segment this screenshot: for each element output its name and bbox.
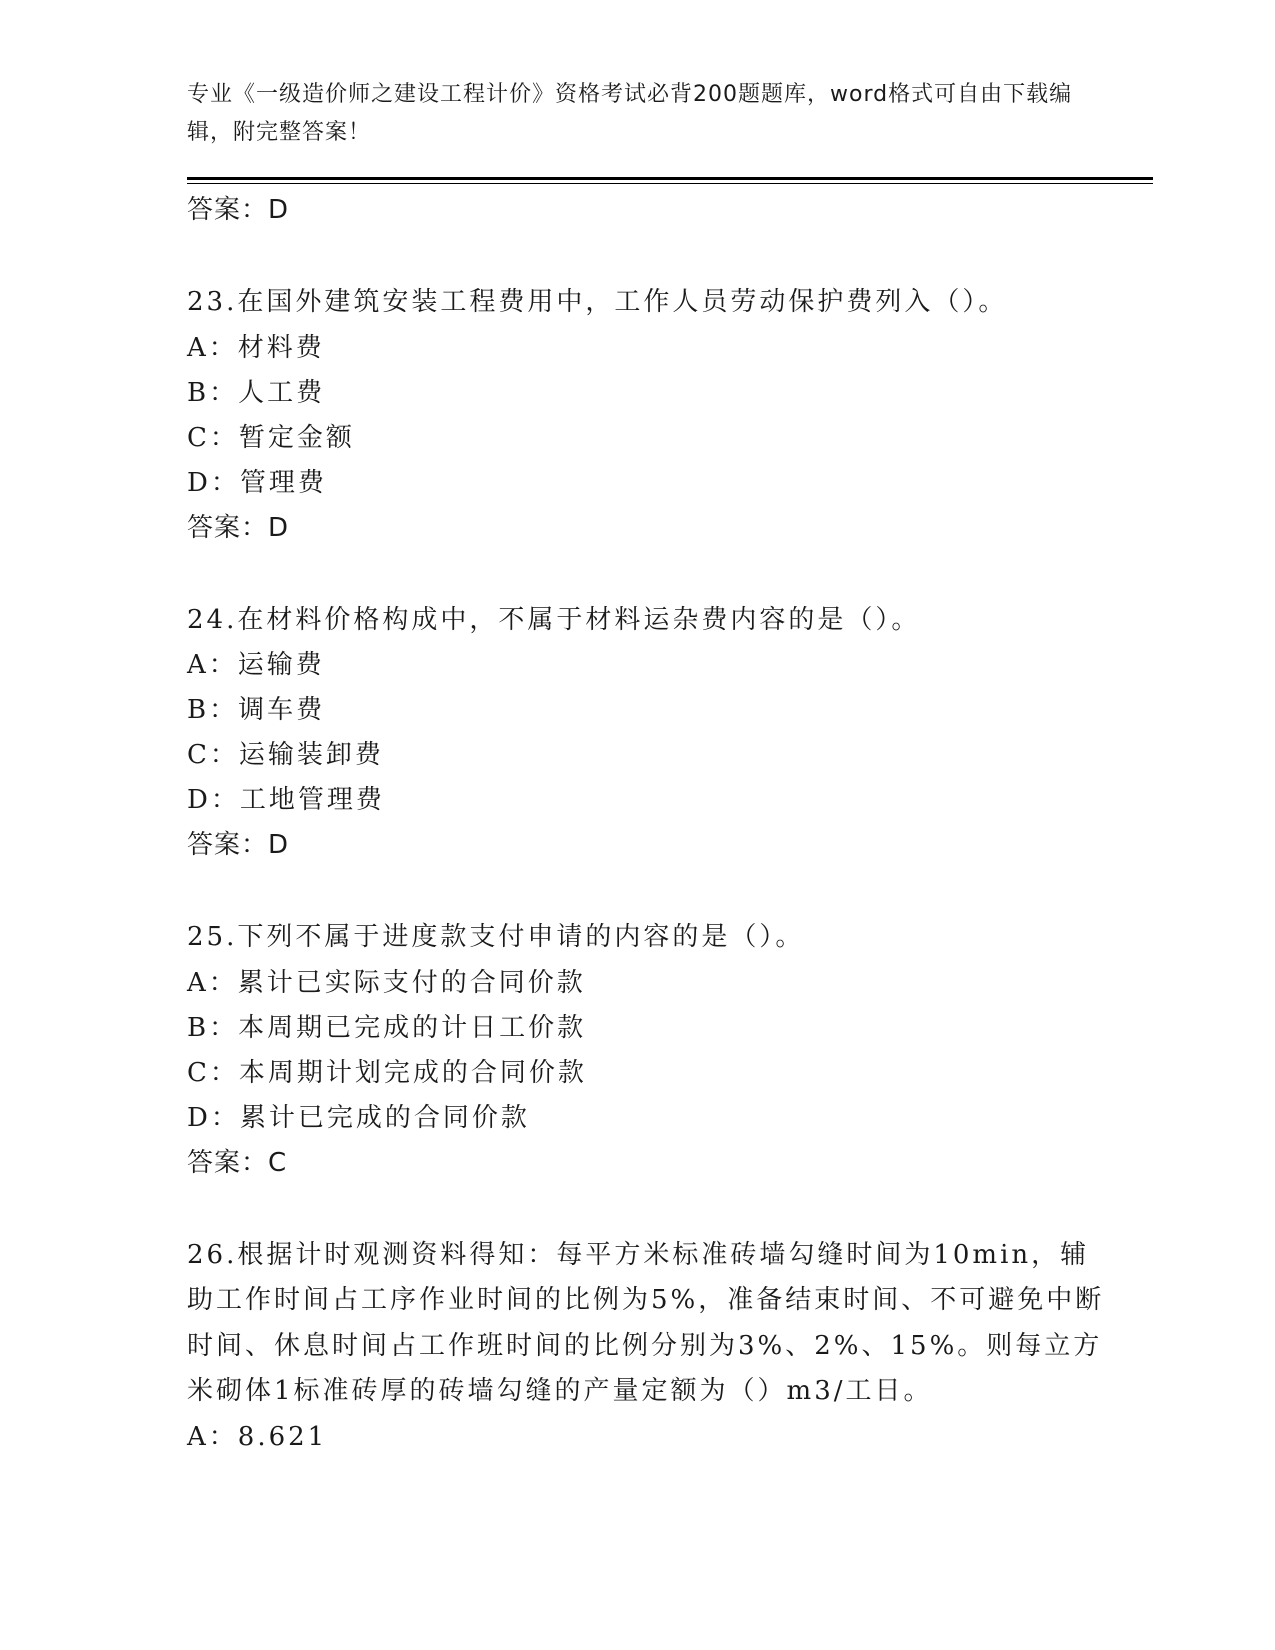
question-block bbox=[187, 915, 1117, 1186]
option-b: B：本周期已完成的计日工价款 bbox=[187, 1012, 587, 1043]
option-b: B：人工费 bbox=[187, 377, 326, 408]
option-d: D：管理费 bbox=[187, 467, 327, 498]
header-rule-thick bbox=[187, 177, 1153, 180]
option-c: C：运输装卸费 bbox=[187, 740, 384, 770]
question-block bbox=[187, 1233, 1117, 1460]
question-list bbox=[187, 188, 1117, 1460]
answer-line: 答案：D bbox=[187, 512, 290, 543]
answer-line: 答案：D bbox=[187, 830, 290, 860]
answer-line: 答案：D bbox=[187, 195, 290, 225]
option-d: D：累计已完成的合同价款 bbox=[187, 1102, 530, 1133]
question-block bbox=[187, 280, 1117, 551]
option-d: D：工地管理费 bbox=[187, 785, 385, 815]
option-a: A：运输费 bbox=[187, 650, 325, 680]
option-a: A：累计已实际支付的合同价款 bbox=[187, 967, 586, 998]
option-b: B：调车费 bbox=[187, 695, 326, 725]
option-a: A：8.621 bbox=[187, 1421, 328, 1452]
option-c: C：暂定金额 bbox=[187, 422, 355, 453]
question-text: 25.下列不属于进度款支付申请的内容的是（）。 bbox=[187, 922, 805, 952]
option-a: A：材料费 bbox=[187, 332, 325, 363]
document-header: 专业《一级造价师之建设工程计价》资格考试必背200题题库，word格式可自由下载编辑，附完整答案！ bbox=[187, 82, 1073, 145]
question-text: 24.在材料价格构成中，不属于材料运杂费内容的是（）。 bbox=[187, 604, 921, 635]
question-text: 23.在国外建筑安装工程费用中，工作人员劳动保护费列入（）。 bbox=[187, 287, 1008, 317]
question-text: 26.根据计时观测资料得知：每平方米标准砖墙勾缝时间为10min，辅助工作时间占工序作业时间的比例为5%，准备结束时间、不可避免中断时间、休息时间占工作班时间的比例分别为3%、2%、15%。则每立方米砌体1标准砖厚的砖墙勾缝的产量定额为（）m3/工日。 bbox=[187, 1239, 1105, 1406]
header-rule-thin bbox=[187, 183, 1153, 184]
option-c: C：本周期计划完成的合同价款 bbox=[187, 1057, 587, 1088]
question-block bbox=[187, 598, 1117, 869]
answer-line: 答案：C bbox=[187, 1147, 288, 1178]
